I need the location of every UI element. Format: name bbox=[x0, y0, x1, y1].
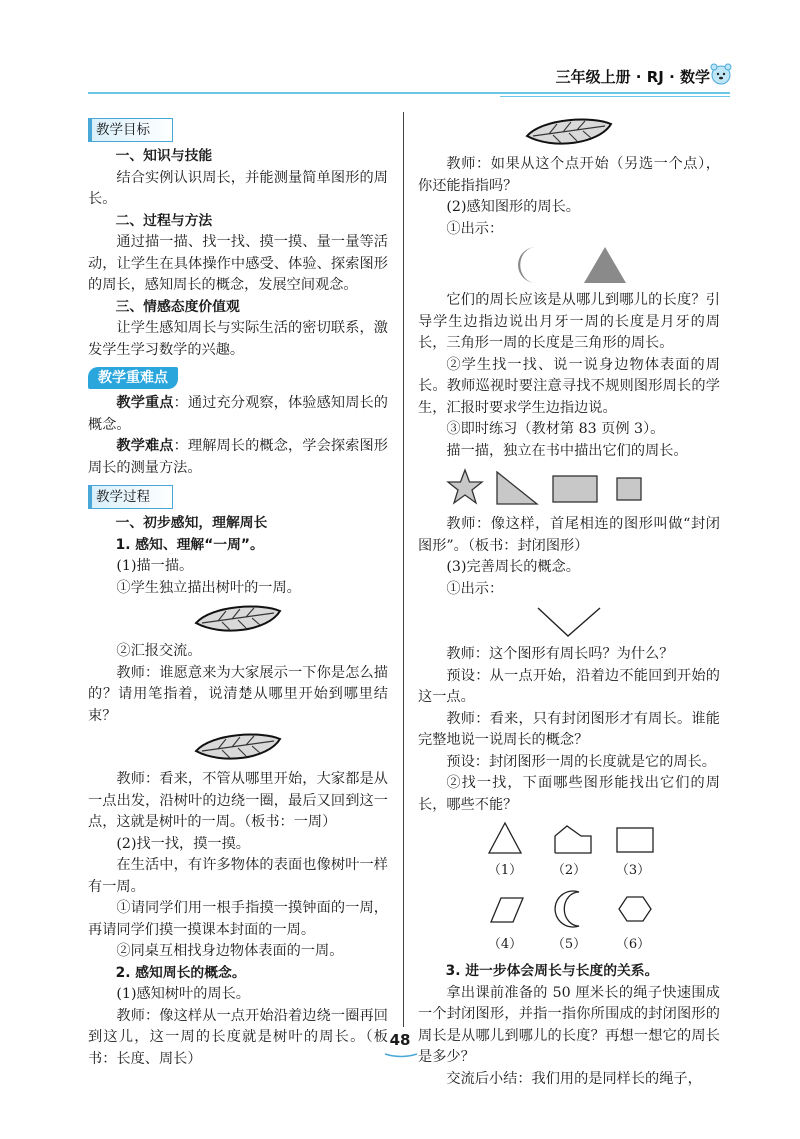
right-text-6: ③即时练习（教材第 83 页例 3）。 bbox=[446, 421, 665, 437]
parallelogram-crescent-hexagon-outline-icons bbox=[473, 888, 665, 930]
shape-label-2: （2） bbox=[551, 863, 587, 878]
goal-3-title: 三、情感态度价值观 bbox=[115, 298, 240, 315]
shape-label-3: （3） bbox=[615, 863, 651, 878]
bear-mascot-icon bbox=[708, 62, 734, 86]
closed-shapes-figure bbox=[418, 466, 720, 510]
shape-label-4: （4） bbox=[487, 936, 523, 952]
shapes-row-1 bbox=[418, 820, 720, 856]
right-text-11: 教师：这个图形有周长吗？为什么？ bbox=[446, 646, 674, 662]
header-rule bbox=[88, 92, 730, 94]
goal-2-text: 通过描一描、找一找、摸一摸、量一量等活动，让学生在具体操作中感受、体验、探索图形的周长，感知周长的概念，发展空间观念。 bbox=[88, 234, 388, 293]
goal-1-title: 一、知识与技能 bbox=[115, 148, 213, 164]
step-1-2a: (1)感知树叶的周长。 bbox=[116, 986, 250, 1002]
leaf-figure-1 bbox=[192, 603, 284, 637]
teacher-text-3: 在生活中，有许多物体的表面也像树叶一样有一周。 bbox=[88, 857, 388, 895]
right-text-7: 描一描，独立在书中描出它们的周长。 bbox=[446, 442, 688, 459]
goal-2-title: 二、过程与方法 bbox=[115, 212, 213, 229]
step-1-1a2: ②汇报交流。 bbox=[116, 643, 202, 659]
key-point-text: ：通过充分观察，体验感知周长的概念。 bbox=[88, 395, 388, 433]
step-1-title: 一、初步感知，理解周长 bbox=[115, 515, 268, 531]
column-divider bbox=[403, 112, 404, 1027]
labels-row-1 bbox=[418, 860, 720, 882]
labels-row-2 bbox=[418, 934, 720, 956]
right-text-3: ①出示： bbox=[446, 220, 504, 237]
right-text-8: 教师：像这样，首尾相连的图形叫做“封闭图形”。（板书：封闭图形） bbox=[418, 516, 720, 554]
right-text-2: (2)感知图形的周长。 bbox=[446, 199, 580, 215]
page-number-underline-icon bbox=[384, 1052, 418, 1058]
teacher-text-5: ②同桌互相找身边物体表面的一周。 bbox=[116, 943, 344, 959]
section-tag-goals: 教学目标 bbox=[88, 118, 173, 142]
difficulty-label: 教学难点 bbox=[116, 438, 174, 454]
right-text-17: 拿出课前准备的 50 厘米长的绳子快速围成一个封闭图形，并指一指你所围成的封闭图形的周长是从哪儿到哪儿的长度？再想一想它的周长是多少？ bbox=[418, 984, 720, 1065]
step-3-title: 3. 进一步体会周长与长度的关系。 bbox=[445, 963, 659, 979]
leaf-figure-3 bbox=[523, 116, 615, 150]
right-text-14: 预设：封闭图形一周的长度就是它的周长。 bbox=[446, 753, 716, 770]
shapes-row-2 bbox=[418, 888, 720, 930]
open-v-figure bbox=[418, 604, 720, 640]
goal-3-text: 让学生感知周长与实际生活的密切联系，激发学生学习数学的兴趣。 bbox=[88, 320, 388, 358]
right-text-13: 教师：看来，只有封闭图形才有周长。谁能完整地说一说周长的概念？ bbox=[418, 710, 720, 748]
difficulty-paragraph bbox=[88, 436, 388, 479]
teacher-text-1: 教师：谁愿意来为大家展示一下你是怎么描的？请用笔指着，说清楚从哪里开始到哪里结束？ bbox=[88, 664, 388, 724]
triangle-icon bbox=[582, 245, 628, 285]
teacher-text-6: 教师：像这样从一点开始沿着边绕一圈再回到这儿，这一周的长度就是树叶的周长。（板书：长度、周长） bbox=[88, 1007, 388, 1067]
step-1-1a1: ①学生独立描出树叶的一周。 bbox=[116, 579, 301, 596]
step-1-1-title: 1. 感知、理解“一周”。 bbox=[115, 536, 264, 553]
difficulty-text: ：理解周长的概念，学会探索图形周长的测量方法。 bbox=[88, 438, 388, 476]
right-text-5: ②学生找一找、说一说身边物体表面的周长。教师巡视时要注意寻找不规则图形周长的学生，汇报时要求学生边指边说。 bbox=[418, 356, 720, 416]
step-1-1a: (1)描一描。 bbox=[116, 558, 194, 574]
right-text-15: ②找一找，下面哪些图形能找出它们的周长，哪些不能？ bbox=[418, 775, 720, 813]
right-text-4: 它们的周长应该是从哪儿到哪儿的长度？引导学生边指边说出月牙一周的长度是月牙的周长，三角形一周的长度是三角形的周长。 bbox=[418, 292, 720, 351]
key-point-label: 教学重点 bbox=[116, 395, 174, 411]
right-text-12: 预设：从一点开始，沿着边不能回到开始的这一点。 bbox=[418, 667, 720, 705]
header-rule-thin bbox=[500, 96, 730, 97]
star-triangle-rectangle-square-icons bbox=[445, 466, 693, 510]
left-column bbox=[88, 112, 388, 1070]
step-1-1b: (2)找一找，摸一摸。 bbox=[116, 835, 250, 852]
teacher-text-4: ①请同学们用一根手指摸一摸钟面的一周，再请同学们摸一摸课本封面的一周。 bbox=[88, 900, 388, 938]
page-header-title: 三年级上册 · RJ · 数学 bbox=[555, 68, 710, 86]
shape-label-5: （5） bbox=[551, 936, 587, 952]
triangle-pentagon-rectangle-outline-icons bbox=[473, 820, 665, 856]
open-angle-icon bbox=[534, 604, 604, 640]
moon-triangle-figure bbox=[418, 244, 720, 286]
shape-label-1: （1） bbox=[487, 863, 523, 878]
crescent-moon-icon bbox=[510, 244, 550, 286]
right-text-10: ①出示： bbox=[446, 580, 504, 597]
right-text-1: 教师：如果从这个点开始（另选一个点），你还能指指吗？ bbox=[418, 156, 720, 194]
section-tag-process: 教学过程 bbox=[88, 485, 173, 509]
goal-1-text: 结合实例认识周长，并能测量简单图形的周长。 bbox=[88, 169, 388, 207]
section-tag-key-points: 教学重难点 bbox=[88, 367, 178, 389]
step-1-2-title: 2. 感知周长的概念。 bbox=[115, 964, 246, 981]
shape-label-6: （6） bbox=[615, 936, 651, 952]
right-text-18: 交流后小结：我们用的是同样长的绳子， bbox=[446, 1070, 702, 1087]
teacher-text-2: 教师：看来，不管从哪里开始，大家都是从一点出发，沿树叶的边绕一圈，最后又回到这一点，这就是树叶的一周。（板书：一周） bbox=[88, 771, 388, 830]
right-column bbox=[418, 112, 720, 1090]
right-text-9: (3)完善周长的概念。 bbox=[446, 559, 580, 575]
key-point-paragraph bbox=[88, 393, 388, 436]
page-number: 48 bbox=[389, 1031, 411, 1049]
leaf-figure-2 bbox=[192, 731, 284, 765]
